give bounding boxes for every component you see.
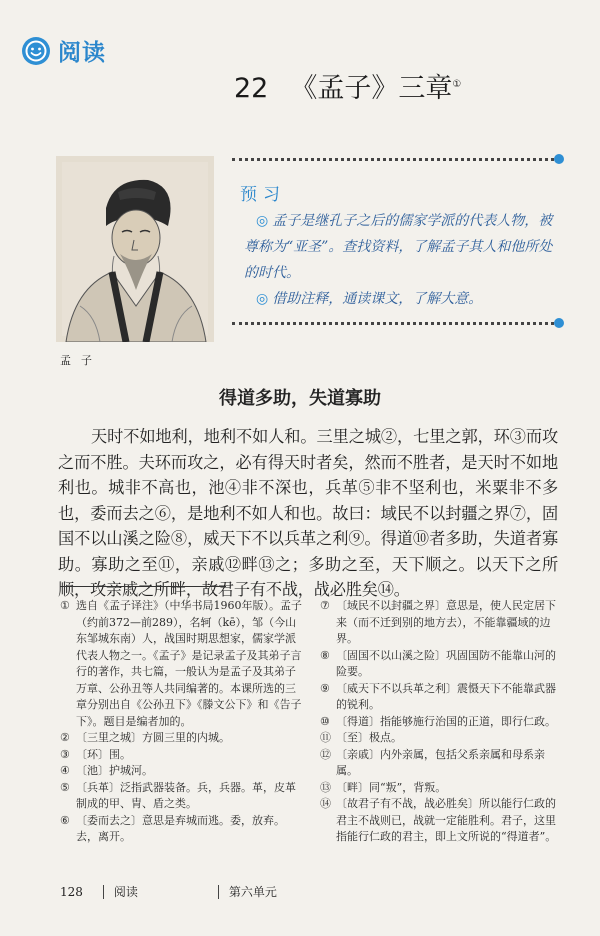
footnote: ⑬ 〔畔〕同“叛”，背叛。 [320,780,447,794]
lesson-number: 22 [234,73,269,104]
footer-divider [103,885,104,899]
section-header [22,34,106,67]
footnote: ⑩ 〔得道〕指能够施行治国的正道，即行仁政。 [320,714,556,728]
footnote: ⑧ 〔固国不以山溪之险〕巩固国防不能靠山河的险要。 [320,648,556,678]
footnote: ② 〔三里之城〕方圆三里的内城。 [60,731,230,744]
portrait-caption: 孟子 [60,354,102,367]
page-footer [60,883,277,900]
footnote: ⑦ 〔域民不以封疆之界〕意思是，使人民定居下来（而不迁到别的地方去），不能靠疆域的边界。 [320,599,556,645]
preview-title: 预习 [240,185,286,205]
text-title: 得道多助，失道寡助 [219,388,381,409]
smiley-icon [22,37,50,65]
footnote: ① 选自《孟子译注》（中华书局1960年版）。孟子（约前372—前289），名轲（kē），邹（今山东邹城东南）人，战国时期思想家，儒家学派代表人物之一。《孟子》是记录孟子及其弟子言行的著作，共七篇，一般认为是孟子及其弟子万章、公孙丑等人共同编著的。本课所选的三章分别出自《公孙丑下》《滕文公下》和《告子下》。题目是编者加的。 [60,599,302,728]
mencius-portrait [56,156,214,342]
footnote: ⑨ 〔威天下不以兵革之利〕震慑天下不能靠武器的锐利。 [320,681,556,711]
footnote-rule [60,586,226,587]
preview-item: ◎ 孟子是继孔子之后的儒家学派的代表人物，被尊称为“亚圣”。查找资料，了解孟子其人和他所处的时代。 [244,213,553,281]
page-number: 128 [60,884,83,899]
notes-left-column [60,598,304,846]
footer-section: 阅读 [113,885,138,899]
footer-unit: 第六单元 [228,885,277,899]
preview-item: ◎ 借助注释，通读课文，了解大意。 [256,291,483,307]
notes-right-column [320,598,558,846]
footnote: ⑪ 〔至〕极点。 [320,731,402,744]
preview-body [244,208,562,312]
footer-divider [218,885,219,899]
title-note-mark: ① [452,79,462,90]
footnote: ⑫ 〔亲戚〕内外亲属，包括父系亲属和母系亲属。 [320,747,545,777]
bullet-icon: ◎ [256,291,269,307]
lesson-title-text: 《孟子》三章 [290,73,453,104]
footnote: ⑭ 〔故君子有不战，战必胜矣〕所以能行仁政的君主不战则已，战就一定能胜利。君子，这里指能行仁政的君主，即上文所说的“得道者”。 [320,797,557,843]
footnote: ④ 〔池〕护城河。 [60,764,153,777]
preview-bottom-divider [232,322,554,325]
footnote: ⑤ 〔兵革〕泛指武器装备。兵，兵器。革，皮革制成的甲、胄、盾之类。 [60,780,296,810]
lesson-title [234,66,461,105]
section-label: 阅读 [58,40,106,66]
main-paragraph: 天时不如地利，地利不如人和。三里之城②，七里之郭，环③而攻之而不胜。夫环而攻之，必有得天时者矣，然而不胜者，是天时不如地利也。城非不高也，池④非不深也，兵革⑤非不坚利也，米粟非不多也，委而去之⑥，是地利不如人和也。故曰：域民不以封疆之界⑦，固国不以山溪之险⑧，威天下不以兵革之利⑨。得道⑩者多助，失道者寡助。寡助之至⑪，亲戚⑫畔⑬之；多助之至，天下顺之。以天下之所顺，攻亲戚之所畔，故君子有不战，战必胜矣⑭。 [58,427,558,599]
footnote: ③ 〔环〕围。 [60,747,131,761]
footnote: ⑥ 〔委而去之〕意思是弃城而逃。委，放弃。去，离开。 [60,813,285,843]
bullet-icon: ◎ [256,213,269,229]
preview-top-divider [232,158,554,161]
